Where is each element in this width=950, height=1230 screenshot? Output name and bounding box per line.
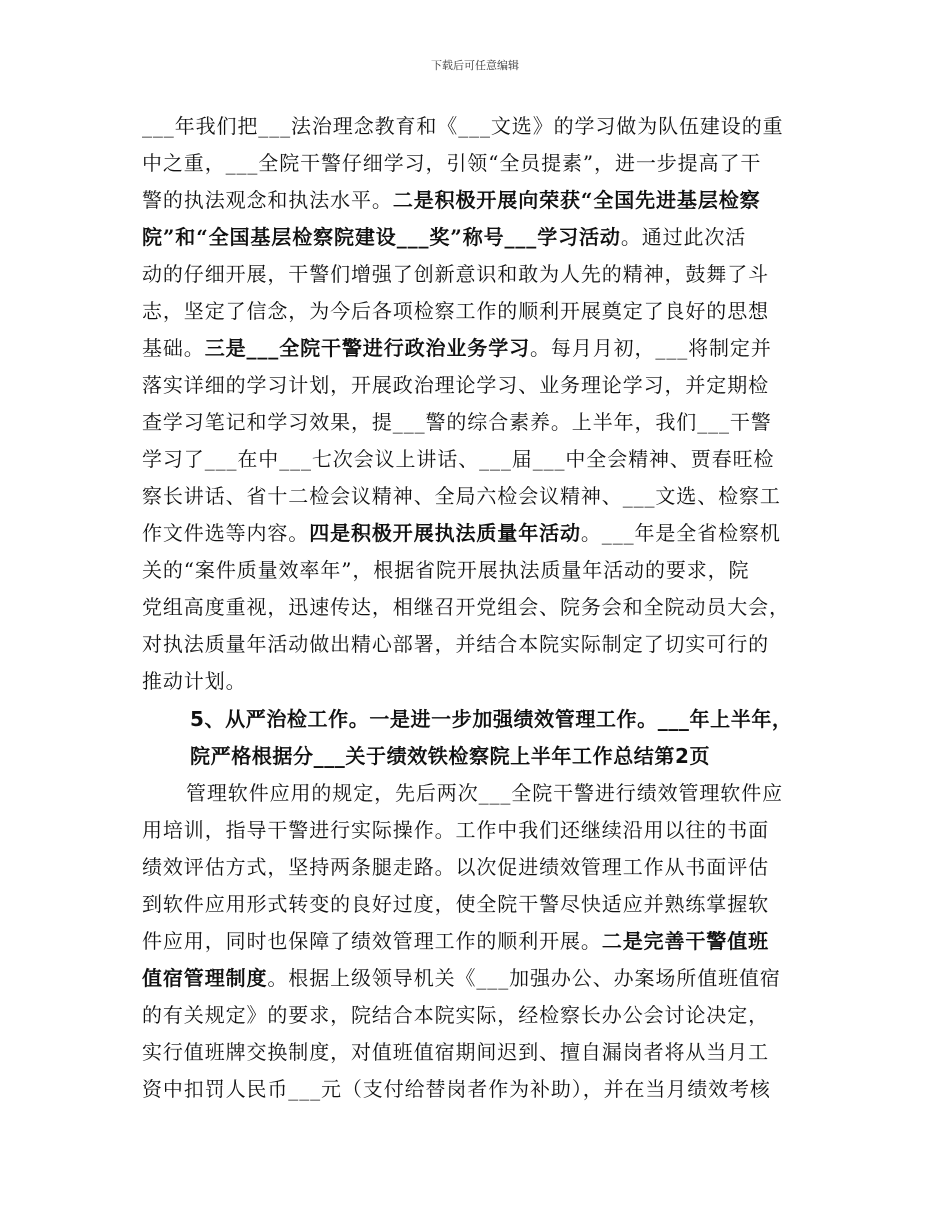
text-line: 关的“案件质量效率年”，根据省院开展执法质量年活动的要求，院 xyxy=(142,558,750,582)
text-line: 绩效评估方式，坚持两条腿走路。以次促进绩效管理工作从书面评估 xyxy=(142,855,769,879)
text-line: 管理软件应用的规定，先后两次___全院干警进行绩效管理软件应 xyxy=(186,781,783,805)
text-run: 。每月月初，___将制定并 xyxy=(530,336,772,360)
text-run: 件应用，同时也保障了绩效管理工作的顺利开展。 xyxy=(142,929,602,953)
text-line: 推动计划。 xyxy=(142,669,247,693)
text-line: 志，坚定了信念，为今后各项检察工作的顺利开展奠定了良好的思想 xyxy=(142,299,769,323)
text-line: 党组高度重视，迅速传达，相继召开党组会、院务会和全院动员大会， xyxy=(142,595,790,619)
bold-text-run: 二是积极开展向荣获“全国先进基层检察 xyxy=(392,188,761,212)
text-line: 的有关规定》的要求，院结合本院实际，经检察长办公会讨论决定， xyxy=(142,1003,769,1027)
text-run: 。___年是全省检察机 xyxy=(580,521,781,545)
heading-line: 5、从严治检工作。一是进一步加强绩效管理工作。___年上半年， xyxy=(190,707,793,731)
text-run: 基础。 xyxy=(142,336,205,360)
text-run: 。根据上级领导机关《___加强办公、办案场所值班值宿 xyxy=(267,966,781,990)
text-line: 察长讲话、省十二检会议精神、全局六检会议精神、___文选、检察工 xyxy=(142,484,781,508)
text-line: 实行值班牌交换制度，对值班值宿期间迟到、擅自漏岗者将从当月工 xyxy=(142,1040,769,1064)
text-line: 用培训，指导干警进行实际操作。工作中我们还继续沿用以往的书面 xyxy=(142,818,769,842)
bold-text-run: 值宿管理制度 xyxy=(142,966,268,990)
page-header: 下载后可任意编辑 xyxy=(431,59,519,72)
text-line xyxy=(142,188,822,212)
text-run: 作文件选等内容。 xyxy=(142,521,310,545)
text-line: ___年我们把___法治理念教育和《___文选》的学习做为队伍建设的重 xyxy=(142,114,784,138)
text-line: 资中扣罚人民币___元（支付给替岗者作为补助），并在当月绩效考核 xyxy=(142,1077,771,1101)
text-run: 。通过此次活 xyxy=(620,225,747,249)
text-line xyxy=(142,336,822,360)
text-line xyxy=(142,929,822,953)
text-line xyxy=(142,225,822,249)
heading-line: 院严格根据分___关于绩效铁检察院上半年工作总结第2页 xyxy=(190,744,711,768)
bold-text-run: 四是积极开展执法质量年活动 xyxy=(309,521,581,545)
text-run: 警的执法观念和执法水平。 xyxy=(142,188,393,212)
text-line: 落实详细的学习计划，开展政治理论学习、业务理论学习，并定期检 xyxy=(142,373,769,397)
text-line xyxy=(142,521,822,545)
text-line: 中之重，___全院干警仔细学习，引领“全员提素”，进一步提高了干 xyxy=(142,151,762,175)
text-line: 到软件应用形式转变的良好过度，使全院干警尽快适应并熟练掌握软 xyxy=(142,892,769,916)
bold-text-run: 三是___全院干警进行政治业务学习 xyxy=(204,336,531,360)
bold-text-run: 二是完善干警值班 xyxy=(601,929,770,953)
bold-text-run: 院”和“全国基层检察院建设___奖”称号___学习活动 xyxy=(142,225,621,249)
text-line: 对执法质量年活动做出精心部署，并结合本院实际制定了切实可行的 xyxy=(142,632,769,656)
text-line: 动的仔细开展，干警们增强了创新意识和敢为人先的精神，鼓舞了斗 xyxy=(142,262,769,286)
text-line: 查学习笔记和学习效果，提___警的综合素养。上半年，我们___干警 xyxy=(142,410,772,434)
text-line xyxy=(142,966,822,990)
text-line: 学习了___在中___七次会议上讲话、___届___中全会精神、贾春旺检 xyxy=(142,447,775,471)
